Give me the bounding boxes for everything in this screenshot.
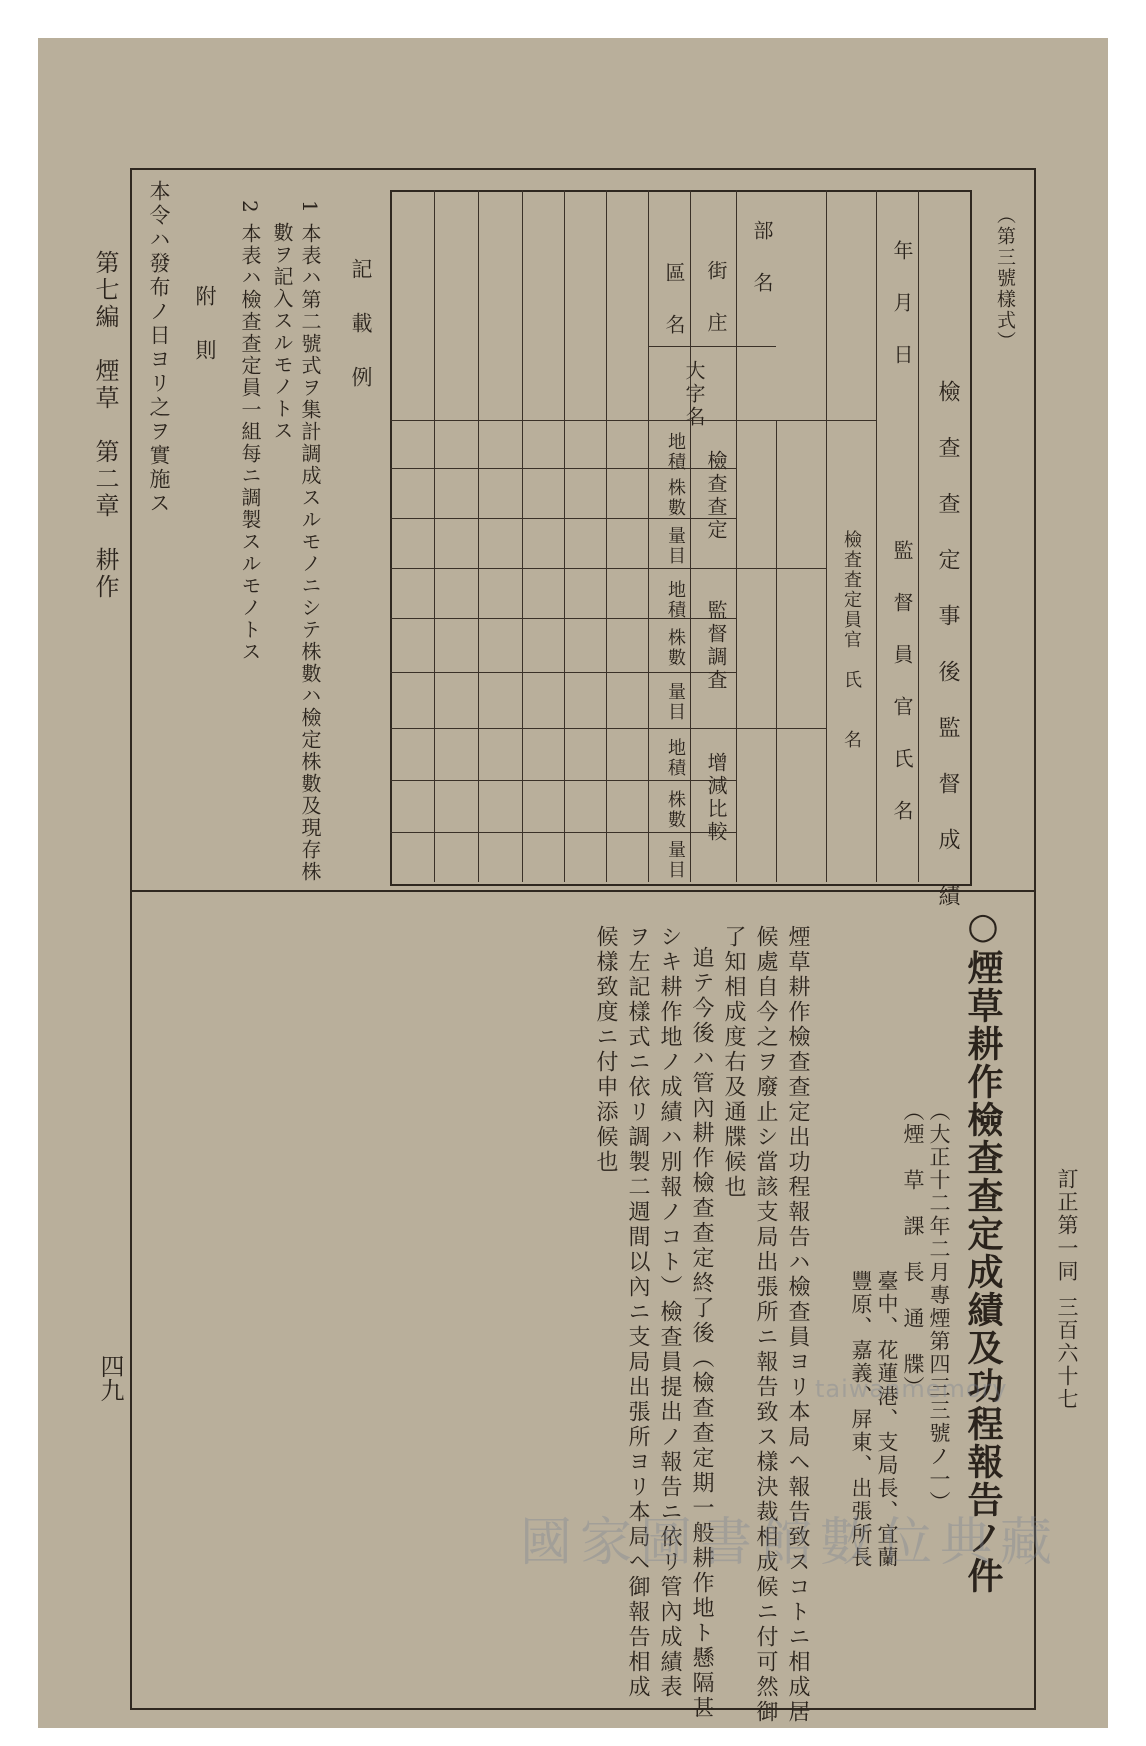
supplementary-heading: 附 則 (193, 285, 217, 366)
sub-col-count: 株數 (665, 790, 686, 830)
section-divider (130, 890, 1034, 892)
sub-col-area: 地積 (665, 738, 686, 778)
notice-body-line: ヲ左記樣式ニ依リ調製二週間以內ニ支局出張所ヨリ本局ヘ御報告相成 (625, 925, 650, 1700)
sub-col-area: 地積 (665, 432, 686, 472)
table-rule (918, 190, 919, 882)
notes-item: 1 本表ハ第二號式ヲ集計調成スルモノニシテ株數ハ檢定株數及現存株 (298, 200, 322, 884)
watermark-caption: 國家圖書館數位典藏 (520, 1513, 1061, 1573)
village-label: 大字名 (682, 360, 706, 429)
notice-body-line: 候處自今之ヲ廢止シ當該支局出張所ニ報告致ス樣決裁相成候ニ付可然御 (753, 925, 778, 1725)
notice-body-line: 了知相成度右及通牒候也 (721, 925, 746, 1200)
col-group-inspection: 檢查查定 (704, 450, 728, 542)
notice-body-line: 追テ今後ハ管內耕作檢查查定終了後（檢查查定期一般耕作地ト懸隔甚 (689, 946, 714, 1721)
supervisor-label: 監 督 員 官 氏 名 (890, 540, 914, 826)
table-rule (390, 780, 736, 781)
notice-body-line: 煙草耕作檢查查定出功程報告ハ檢查員ヨリ本局ヘ報告致スコトニ相成居 (785, 925, 810, 1725)
sub-col-weight: 量目 (665, 526, 686, 566)
form-title: 檢 查 查 定 事 後 監 督 成 績 (935, 380, 960, 912)
notice-title: ○煙草耕作檢查查定成績及功程報告ノ件 (962, 905, 1004, 1595)
sub-col-weight: 量目 (665, 682, 686, 722)
form-label: （第三號樣式） (994, 205, 1016, 352)
notes-item: 2 本表ハ檢查查定員一組每ニ調製スルモノトス (238, 200, 262, 664)
notes-item: 數ヲ記入スルモノトス (270, 222, 294, 442)
col-group-supervision: 監督調査 (704, 600, 728, 692)
notice-recipients-line1: 臺中、花蓮港、支局長、宜蘭 (875, 1270, 899, 1569)
table-rule (690, 190, 691, 882)
table-rule (390, 672, 736, 673)
sub-col-area: 地積 (665, 580, 686, 620)
table-rule (736, 190, 737, 882)
district-label: 部 名 (750, 220, 774, 298)
sub-col-count: 株數 (665, 478, 686, 518)
table-rule (434, 190, 435, 882)
inspector-label: 檢査査定員官 氏 名 (841, 530, 862, 750)
notice-ref-line2: （煙 草 課 長 通 牒） (901, 1100, 925, 1399)
chapter-footer: 第七編 煙草 第二章 耕作 (91, 250, 119, 601)
sub-col-weight: 量目 (665, 840, 686, 880)
col-group-comparison: 增減比較 (704, 752, 728, 844)
footer-page-number: 四九 (96, 1354, 124, 1402)
table-rule (390, 568, 826, 569)
date-label: 年 月 日 (890, 240, 914, 370)
notice-body-line: シキ耕作地ノ成績ハ別報ノコト）檢查員提出ノ報告ニ依リ管內成績表 (657, 925, 682, 1700)
table-rule (390, 518, 736, 519)
table-rule (390, 832, 736, 833)
watermark-site: taiwanmemory (815, 1375, 1008, 1403)
street-label: 街 庄 (704, 260, 728, 338)
table-rule (606, 190, 607, 882)
table-rule (478, 190, 479, 882)
table-rule (390, 728, 826, 729)
edition-label: 訂正第一同 (1055, 1168, 1079, 1283)
area-label: 區 名 (662, 262, 686, 340)
notice-recipients-line2: 豐原、嘉義、屏東、出張所長 (849, 1270, 873, 1569)
table-rule (826, 190, 827, 882)
table-rule (390, 420, 876, 421)
table-rule (776, 420, 777, 882)
table-rule (876, 190, 877, 882)
header-page-number: 三百六十七 (1055, 1296, 1079, 1411)
table-rule (648, 346, 776, 347)
table-rule (522, 190, 523, 882)
notice-body-line: 候樣致度ニ付申添候也 (593, 925, 618, 1175)
table-rule (564, 190, 565, 882)
notes-heading: 記 載 例 (349, 258, 373, 393)
sub-col-count: 株數 (665, 628, 686, 668)
table-rule (648, 190, 649, 882)
supplementary-text: 本令ハ發布ノ日ヨリ之ヲ實施ス (147, 180, 171, 516)
notice-ref-line1: （大正十二年二月專煙第四三三號ノ一） (927, 1100, 951, 1514)
